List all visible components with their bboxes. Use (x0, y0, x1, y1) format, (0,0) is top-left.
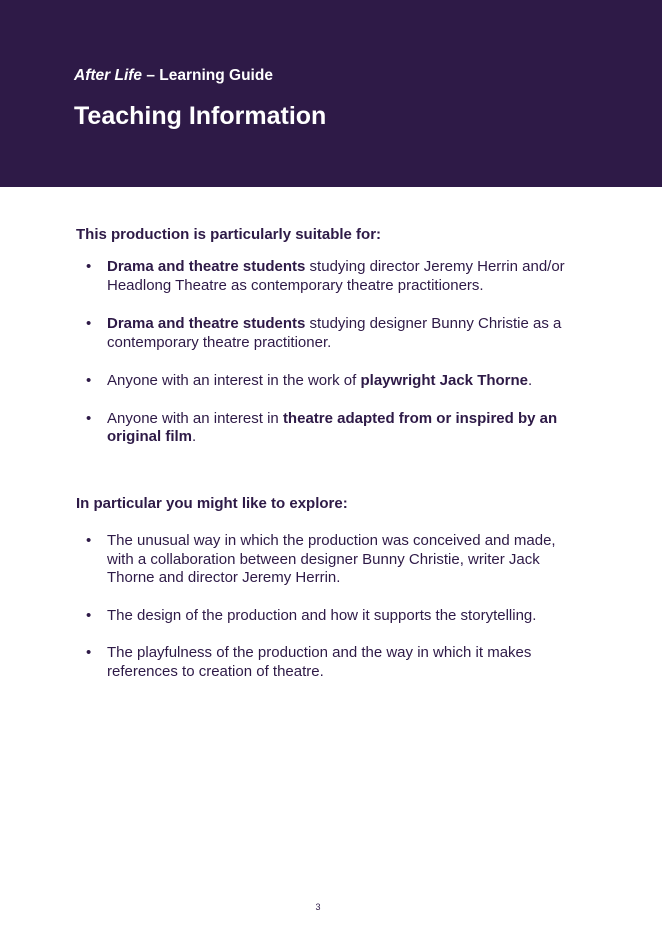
bullet-icon: • (86, 315, 92, 332)
page-number: 3 (315, 902, 321, 912)
guide-subtitle (74, 67, 273, 85)
explore-item-2: • The design of the production and how it supports the storytelling. (86, 606, 537, 624)
header-band (0, 0, 662, 187)
bullet-icon: • (86, 532, 92, 549)
bullet-icon: • (86, 372, 92, 389)
explore-item-1: • The unusual way in which the production was conceived and made, with a collaboration between designer Bunny Christie, writer Jack Thorne and director Jeremy Herrin. (86, 532, 556, 586)
suitable-item-2: • Drama and theatre students studying designer Bunny Christie as a contemporary theatre practitioner. (86, 315, 562, 351)
bullet-icon: • (86, 258, 92, 275)
explore-list (76, 532, 576, 681)
bullet-icon: • (86, 606, 92, 624)
show-title: After Life (74, 67, 143, 84)
guide-label: – Learning Guide (142, 67, 273, 84)
explore-item-3: • The playfulness of the production and the way in which it makes references to creation of theatre. (86, 644, 532, 680)
suitable-item-1: • Drama and theatre students studying director Jeremy Herrin and/or Headlong Theatre as contemporary theatre practitioners. (86, 258, 565, 294)
page-title: Teaching Information (74, 102, 327, 130)
suitable-list (76, 258, 576, 447)
bullet-icon: • (86, 409, 92, 427)
bullet-icon: • (86, 644, 92, 661)
suitable-item-3: • Anyone with an interest in the work of playwright Jack Thorne. (86, 372, 533, 389)
explore-heading: In particular you might like to explore: (76, 495, 348, 512)
suitable-heading: This production is particularly suitable for: (76, 226, 382, 243)
suitable-item-4: • Anyone with an interest in theatre adapted from or inspired by an original film. (86, 409, 558, 445)
